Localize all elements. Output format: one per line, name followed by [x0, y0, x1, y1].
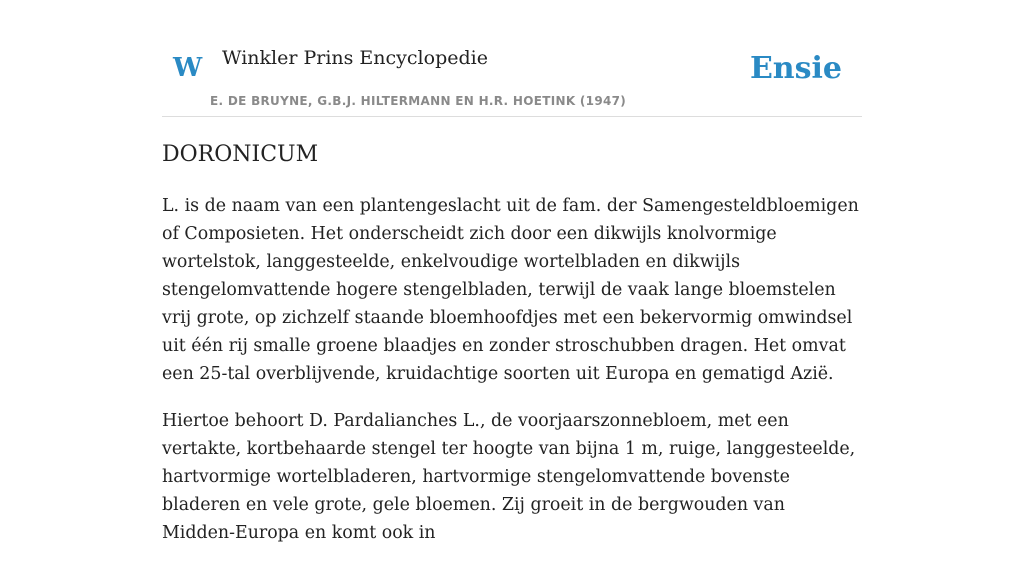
article-page	[162, 0, 862, 543]
ensie-logo[interactable]: Ensie	[749, 51, 842, 86]
article-title: DORONICUM	[162, 142, 319, 167]
source-logo[interactable]: W	[173, 53, 203, 83]
article-paragraph: L. is de naam van een plantengeslacht uit de fam. der Samengesteldbloemigen of Composieten. Het onderscheidt zich door een dikwijls knolvormige wortelstok, langgesteelde, enkelvoudige wortelbladen en dikwijls stengelomvattende hogere stengelbladen, terwijl de vaak lange bloemstelen vrij grote, op zichzelf staande bloemhoofdjes met een bekervormig omwindsel uit één rij smalle groene blaadjes en zonder stroschubben dragen. Het omvat een 25-tal overblijvende, kruidachtige soorten uit Europa en gematigd Azië.	[162, 196, 859, 384]
source-header	[162, 0, 862, 117]
source-authors: E. DE BRUYNE, G.B.J. HILTERMANN EN H.R. HOETINK (1947)	[210, 94, 627, 108]
article-body	[162, 192, 862, 566]
article-paragraph: Hiertoe behoort D. Pardalianches L., de voorjaarszonnebloem, met een vertakte, kortbehaarde stengel ter hoogte van bijna 1 m, ruige, langgesteelde, hartvormige wortelbladeren, hartvormige stengelomvattende bovenste bladeren en vele grote, gele bloemen. Zij groeit in de bergwouden van Midden-Europa en komt ook in	[162, 411, 856, 543]
source-title-link[interactable]: Winkler Prins Encyclopedie	[222, 47, 488, 69]
